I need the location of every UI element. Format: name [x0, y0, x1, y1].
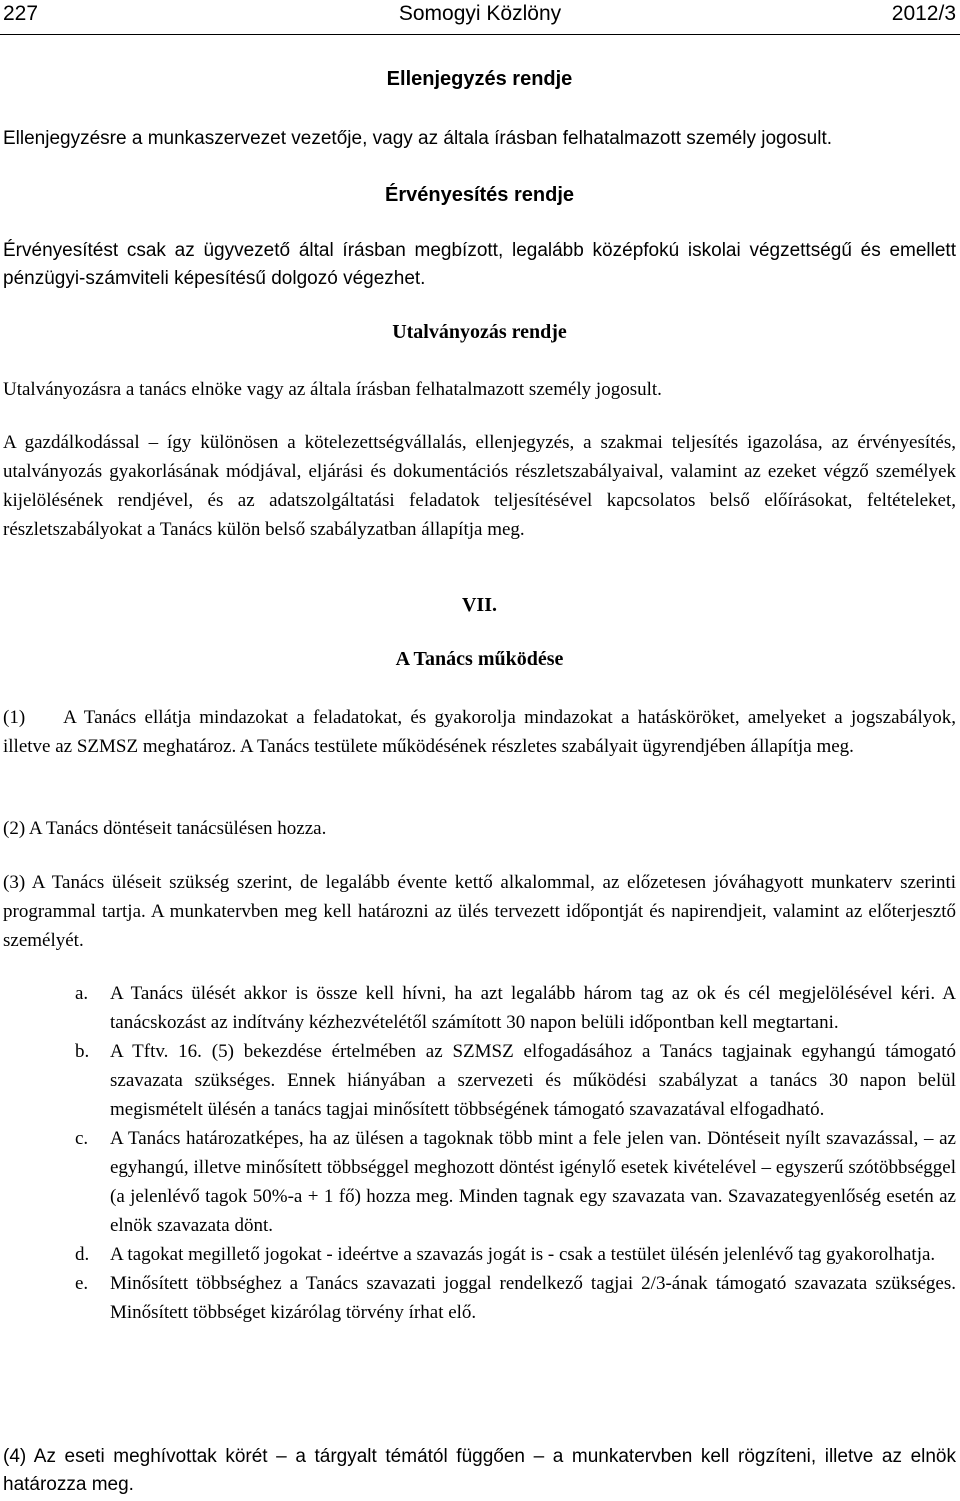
- page-header: [0, 0, 960, 35]
- list-item-text: A Tanács határozatképes, ha az ülésen a tagoknak több mint a fele jelen van. Döntéseit nyílt szavazással, – az egyhangú, illetve minősített többséggel meghozott döntést igénylő esetek kivételével – egyszerű szótöbbséggel (a jelenlévő tagok 50%-a + 1 fő) hozza meg. Minden tagnak egy szavazata van. Szavazategyenlőség esetén az elnök szavazata dönt.: [110, 1128, 956, 1236]
- text-utalvanyozas: Utalványozásra a tanács elnöke vagy az általa írásban felhatalmazott személy jogosult.: [3, 379, 662, 400]
- journal-title: Somogyi Közlöny: [398, 2, 562, 25]
- list-item: [69, 1269, 956, 1327]
- list-item: [69, 1124, 956, 1240]
- text-ervenyesites: Érvényesítést csak az ügyvezető által írásban megbízott, legalább középfokú iskolai végzettségű és emellett pénzügyi-számviteli képesítésű dolgozó végezhet.: [3, 240, 956, 289]
- list-item: [69, 1240, 956, 1269]
- text-gazdalkodas: A gazdálkodással – így különösen a kötelezettségvállalás, ellenjegyzés, a szakmai teljesítés igazolása, az érvényesítés, utalványozás gyakorlásának módjával, eljárási és dokumentációs részletszabályaival, valamint az ezeket végző személyek kijelölésének rendjével, és az adatszolgáltatási feladatok teljesítésével kapcsolatos belső előírásokat, feltételeket, részletszabályokat a Tanács külön belső szabályzatban állapítja meg.: [3, 432, 956, 540]
- heading-utalvanyozas: Utalványozás rendje: [392, 321, 567, 343]
- heading-ervenyesites: Érvényesítés rendje: [385, 184, 574, 206]
- paragraph-2: (2) A Tanács döntéseit tanácsülésen hozza.: [3, 818, 327, 839]
- list-item: [69, 979, 956, 1037]
- paragraph-1-marker: (1): [3, 707, 26, 728]
- list-item-text: A tagokat megillető jogokat - ideértve a szavazás jogát is - csak a testület ülésén jelenlévő tag gyakorolhatja.: [110, 1244, 936, 1265]
- issue-number: 2012/3: [891, 2, 956, 25]
- paragraph-1-text: A Tanács ellátja mindazokat a feladatokat, és gyakorolja mindazokat a hatásköröket, amelyeket a jogszabályok, illetve az SZMSZ meghatároz. A Tanács testülete működésének részletes szabályait ügyrendjében állapítja meg.: [3, 707, 956, 757]
- chapter-number: VII.: [461, 594, 497, 616]
- list-marker: b.: [75, 1041, 90, 1062]
- list-marker: c.: [75, 1128, 89, 1149]
- numbered-list: [69, 979, 956, 1327]
- paragraph-3: (3) A Tanács üléseit szükség szerint, de legalább évente kettő alkalommal, az előzetesen jóváhagyott munkaterv szerinti programmal tartja. A munkatervben meg kell határozni az ülés tervezett időpontját és napirendjeit, valamint az előterjesztő személyét.: [3, 872, 956, 951]
- list-marker: a.: [75, 983, 89, 1004]
- list-marker: e.: [75, 1273, 89, 1294]
- heading-ellenjegyzes: Ellenjegyzés rendje: [386, 68, 573, 90]
- chapter-title: A Tanács működése: [395, 648, 564, 670]
- text-ellenjegyzes: Ellenjegyzésre a munkaszervezet vezetője, vagy az általa írásban felhatalmazott személy jogosult.: [3, 128, 833, 149]
- list-marker: d.: [75, 1244, 90, 1265]
- page-number: 227: [3, 2, 39, 25]
- list-item-text: Minősített többséghez a Tanács szavazati joggal rendelkező tagjai 2/3-ának támogató szavazata szükséges. Minősített többséget kizárólag törvény írhat elő.: [110, 1273, 956, 1323]
- paragraph-1: [3, 703, 956, 761]
- list-item-text: A Tanács ülését akkor is össze kell hívni, ha azt legalább három tag az ok és cél megjelölésével kéri. A tanácskozást az indítvány kézhezvételétől számított 30 napon belüli időpontban kell megtartani.: [110, 983, 956, 1033]
- paragraph-4: (4) Az eseti meghívottak körét – a tárgyalt témától függően – a munkatervben kell rögzíteni, illetve az elnök határozza meg.: [3, 1446, 956, 1495]
- list-item-text: A Tftv. 16. (5) bekezdése értelmében az SZMSZ elfogadásához a Tanács tagjainak egyhangú támogató szavazata szükséges. Ennek hiányában a szervezeti és működési szabályzat a tanács 30 napon belül megismételt ülésén a tanács tagjai minősített többségének támogató szavazatával elfogadható.: [110, 1041, 956, 1120]
- list-item: [69, 1037, 956, 1124]
